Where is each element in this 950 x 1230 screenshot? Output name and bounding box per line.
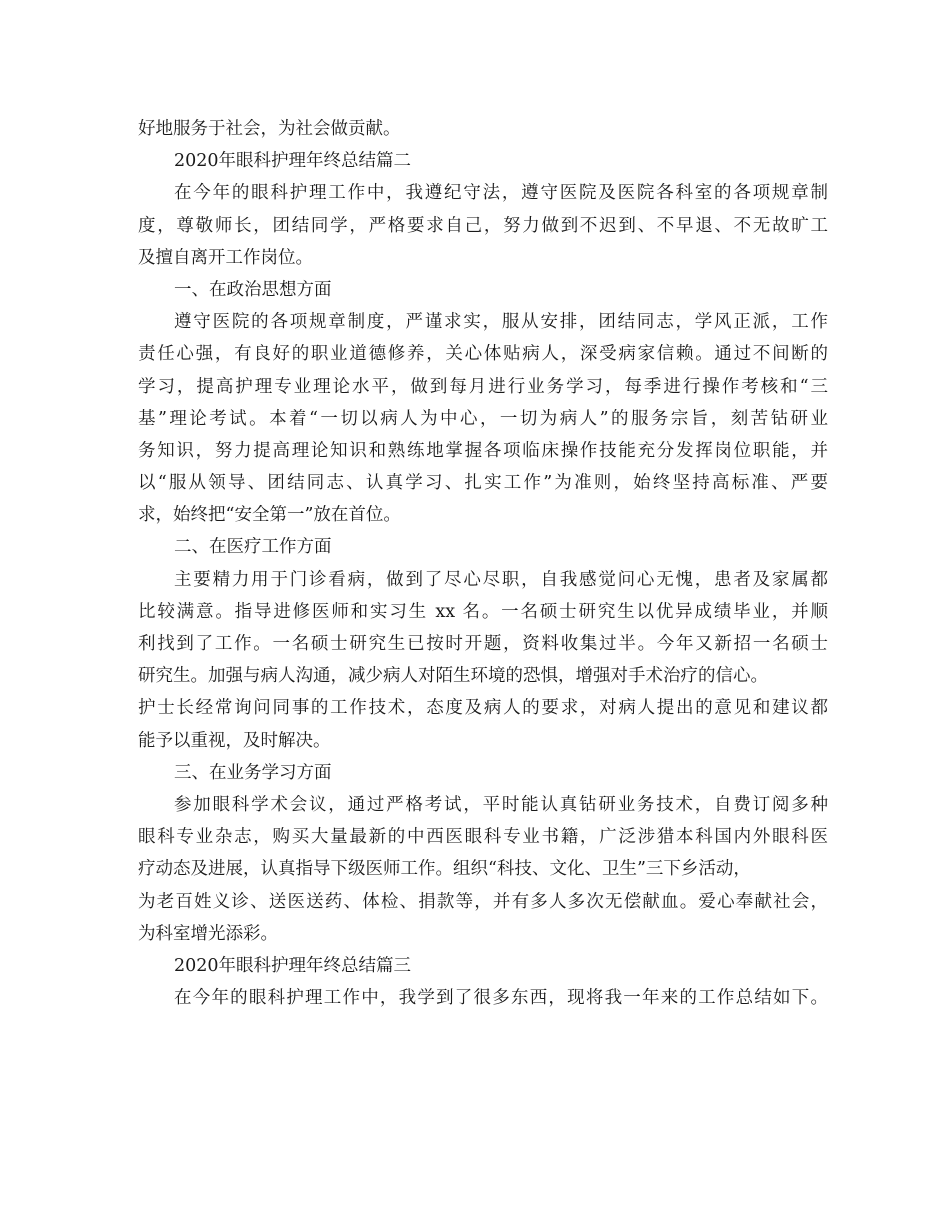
text-line: 遵守医院的各项规章制度，严谨求实，服从安排，团结同志，学风正派，工作 (174, 312, 828, 333)
text-line: 参加眼科学术会议，通过严格考试，平时能认真钻研业务技术，自费订阅多种 (174, 794, 828, 815)
text-line: 比较满意。指导进修医师和实习生 xx 名。一名硕士研究生以优异成绩毕业，并顺 (138, 601, 828, 622)
text-line: 为老百姓义诊、送医送药、体检、捐款等，并有多人多次无偿献血。爱心奉献社会， (138, 891, 828, 912)
text-line: 能予以重视，及时解决。 (138, 730, 331, 751)
text-line: 度，尊敬师长，团结同学，严格要求自己，努力做到不迟到、不早退、不无故旷工 (138, 215, 828, 236)
text-line: 疗动态及进展，认真指导下级医师工作。组织“科技、文化、卫生”三下乡活动， (138, 859, 751, 880)
document-body (138, 113, 828, 1014)
text-line: 在今年的眼科护理工作中，我学到了很多东西，现将我一年来的工作总结如下。 (174, 988, 828, 1009)
text-line: 及擅自离开工作岗位。 (138, 247, 313, 268)
text-line: 2020年眼科护理年终总结篇三 (174, 955, 412, 976)
text-line: 三、在业务学习方面 (174, 762, 332, 783)
text-line: 好地服务于社会，为社会做贡献。 (138, 119, 401, 139)
text-line: 务知识，努力提高理论知识和熟练地掌握各项临床操作技能充分发挥岗位职能，并 (138, 440, 828, 461)
text-line: 基”理论考试。本着“一切以病人为中心，一切为病人”的服务宗旨，刻苦钻研业 (138, 408, 828, 429)
document-page (138, 113, 828, 1014)
text-line: 主要精力用于门诊看病，做到了尽心尽职，自我感觉问心无愧，患者及家属都 (174, 569, 828, 590)
text-line: 研究生。加强与病人沟通，减少病人对陌生环境的恐惧，增强对手术治疗的信心。 (138, 666, 768, 687)
text-line: 在今年的眼科护理工作中，我遵纪守法，遵守医院及医院各科室的各项规章制 (174, 183, 828, 204)
text-line: 为科室增光添彩。 (138, 923, 278, 944)
text-line: 一、在政治思想方面 (174, 279, 332, 300)
text-line: 护士长经常询问同事的工作技术，态度及病人的要求，对病人提出的意见和建议都 (138, 698, 828, 719)
text-line: 学习，提高护理专业理论水平，做到每月进行业务学习，每季进行操作考核和“三 (138, 376, 828, 397)
text-line: 责任心强，有良好的职业道德修养，关心体贴病人，深受病家信赖。通过不间断的 (138, 344, 828, 365)
text-line: 求，始终把“安全第一”放在首位。 (138, 505, 401, 526)
text-line: 2020年眼科护理年终总结篇二 (174, 151, 412, 172)
text-line: 眼科专业杂志，购买大量最新的中西医眼科专业书籍，广泛涉猎本科国内外眼科医 (138, 827, 828, 848)
text-line: 二、在医疗工作方面 (174, 537, 332, 558)
text-line: 利找到了工作。一名硕士研究生已按时开题，资料收集过半。今年又新招一名硕士 (138, 634, 828, 654)
text-line: 以“服从领导、团结同志、认真学习、扎实工作”为准则，始终坚持高标准、严要 (138, 473, 828, 494)
